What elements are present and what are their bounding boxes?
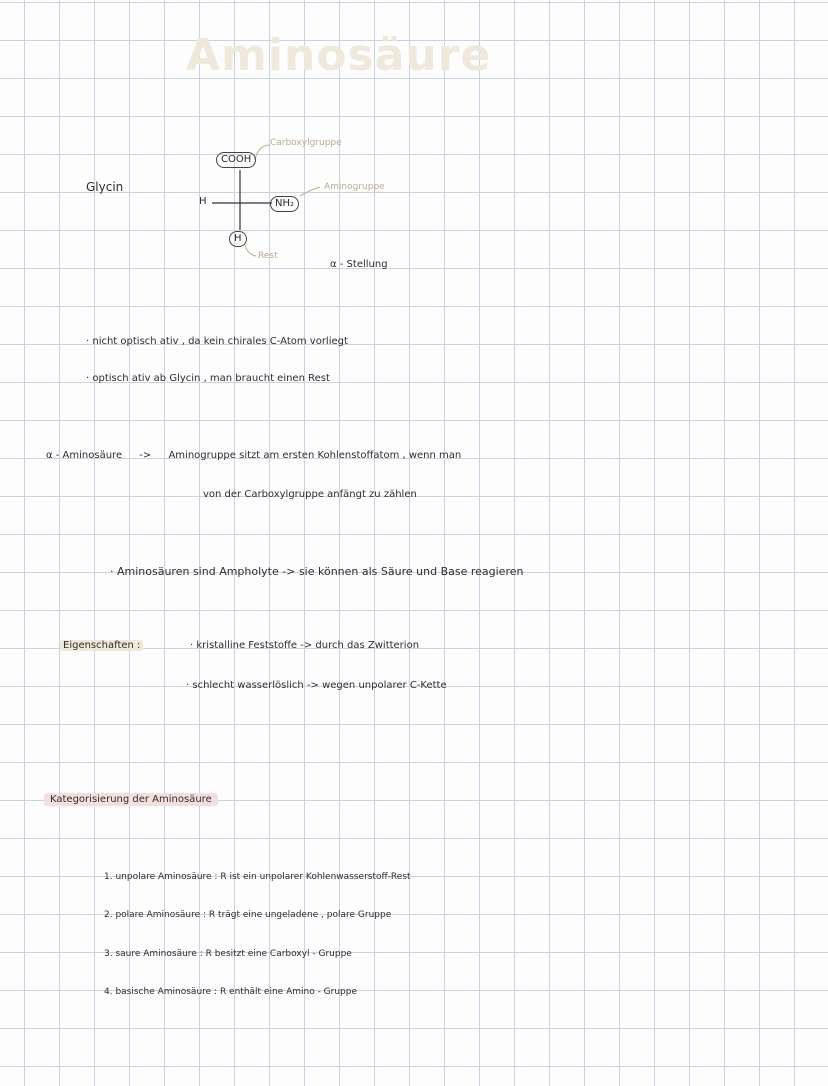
category-item-3: 3. saure Aminosäure : R besitzt eine Carboxyl - Gruppe <box>104 949 352 959</box>
carboxyl-label: Carboxylgruppe <box>270 138 342 148</box>
structure-bonds <box>0 0 828 300</box>
properties-heading-text: Eigenschaften : <box>60 640 143 651</box>
h-atom-left: H <box>199 196 207 207</box>
compound-name: Glycin <box>86 180 124 194</box>
alpha-position-label: α - Stellung <box>330 259 388 270</box>
category-item-1: 1. unpolare Aminosäure : R ist ein unpolarer Kohlenwasserstoff-Rest <box>104 872 411 882</box>
properties-heading <box>60 640 143 651</box>
property-item-2: · schlecht wasserlöslich -> wegen unpolarer C-Kette <box>186 680 447 691</box>
amino-label: Aminogruppe <box>324 182 385 192</box>
categories-heading-text: Kategorisierung der Aminosäure <box>44 793 218 806</box>
alpha-term-label: α - Aminosäure <box>46 450 123 461</box>
rest-h-atom: H <box>229 231 247 247</box>
arrow: -> <box>139 450 152 461</box>
optics-line-2: · optisch ativ ab Glycin , man braucht einen Rest <box>86 373 330 384</box>
alpha-term <box>46 450 461 461</box>
rest-label: Rest <box>258 251 278 261</box>
optics-line-1: · nicht optisch ativ , da kein chirales C-Atom vorliegt <box>86 336 348 347</box>
alpha-definition-line-2: von der Carboxylgruppe anfängt zu zählen <box>203 489 417 500</box>
property-item-1: · kristalline Feststoffe -> durch das Zwitterion <box>190 640 420 651</box>
category-item-2: 2. polare Aminosäure : R trägt eine ungeladene , polare Gruppe <box>104 910 392 920</box>
category-item-4: 4. basische Aminosäure : R enthält eine Amino - Gruppe <box>104 987 358 997</box>
cooh-group: COOH <box>216 152 256 168</box>
nh2-group: NH₂ <box>270 196 299 212</box>
categories-heading <box>44 794 218 805</box>
alpha-definition-line-1: Aminogruppe sitzt am ersten Kohlenstoffatom , wenn man <box>168 450 462 461</box>
page-title: Aminosäure <box>186 30 492 81</box>
ampholyte-statement: · Aminosäuren sind Ampholyte -> sie können als Säure und Base reagieren <box>110 565 524 578</box>
